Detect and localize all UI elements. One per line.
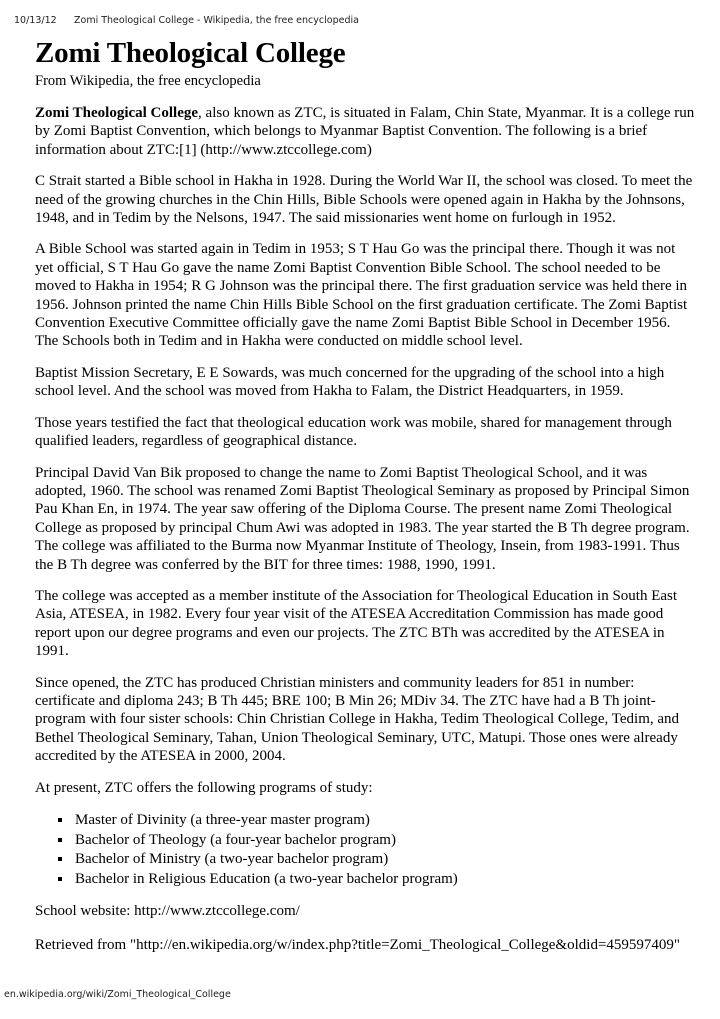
intro-paragraph [35,104,695,159]
school-website-text: School website: http://www.ztccollege.com/ [35,903,300,920]
history-paragraph-2: A Bible School was started again in Tedim in 1953; S T Hau Go was the principal there. Though it was not yet official, S T Hau Go gave the name Zomi Baptist Convention Bible School. The school needed to be moved to Hakha in 1954; R G Johnson was the principal there. The first graduation service was held there in 1956. Johnson printed the name Chin Hills Bible School on the first graduation certificate. The Zomi Baptist Convention Executive Committee officially gave the name Zomi Baptist Bible School in December 1956. The Schools both in Tedim and in Hakha were conducted on middle school level. [35,241,688,350]
programs-list [35,811,695,889]
history-paragraph-4: Those years testified the fact that theological education work was mobile, shared for management through qualified leaders, regardless of geographical distance. [35,414,672,450]
intro-text: , also known as ZTC, is situated in Falam, Chin State, Myanmar. It is a college run by Zomi Baptist Convention, which belongs to Myanmar Baptist Convention. The following is a brief information about ZTC:[1] (http://www.ztccollege.com) [35,105,695,158]
print-footer-url: en.wikipedia.org/wiki/Zomi_Theological_College [4,989,231,1000]
page-title: Zomi Theological College [35,37,346,69]
print-header [14,15,359,26]
intro-bold-name: Zomi Theological College [35,105,199,121]
print-date: 10/13/12 [14,15,57,26]
graduates-paragraph: Since opened, the ZTC has produced Christian ministers and community leaders for 851 in number: certificate and diploma 243; B Th 445; BRE 100; B Min 26; MDiv 34. The ZTC have had a B Th joint-program with four sister schools: Chin Christian College in Hakha, Tedim Theological College, Tedim, and Bethel Theological Seminary, Tahan, Union Theological Seminary, UTC, Matupi. Those ones were already accredited by the ATESEA in 2000, 2004. [35,674,680,765]
list-item: ▪ Master of Divinity (a three-year master program) [73,811,695,831]
history-paragraph-5: Principal David Van Bik proposed to change the name to Zomi Baptist Theological School, and it was adopted, 1960. The school was renamed Zomi Baptist Theological Seminary as proposed by Principal Simon Pau Khan En, in 1974. The year saw offering of the Diploma Course. The present name Zomi Theological College as proposed by principal Chum Awi was adopted in 1983. The year started the B Th degree program. The college was affiliated to the Burma now Myanmar Institute of Theology, Insein, from 1983-1991. Thus the B Th degree was conferred by the BIT for three times: 1988, 1990, 1991. [35,464,690,573]
history-paragraph-3: Baptist Mission Secretary, E E Sowards, was much concerned for the upgrading of the school into a high school level. And the school was moved from Hakha to Falam, the District Headquarters, in 1959. [35,364,665,400]
retrieved-from-text: Retrieved from "http://en.wikipedia.org/w/index.php?title=Zomi_Theological_College&oldid=459597409" [35,936,681,953]
list-item: ▪ Bachelor of Ministry (a two-year bachelor program) [73,850,695,870]
list-item: ▪ Bachelor of Theology (a four-year bachelor program) [73,831,695,851]
page-subtitle: From Wikipedia, the free encyclopedia [35,73,261,89]
list-item: ▪ Bachelor in Religious Education (a two-year bachelor program) [73,870,695,890]
accreditation-paragraph: The college was accepted as a member institute of the Association for Theological Education in South East Asia, ATESEA, in 1982. Every four year visit of the ATESEA Accreditation Commission has made good report upon our degree programs and even our projects. The ZTC BTh was accredited by the ATESEA in 1991. [35,587,678,660]
history-paragraph-1: C Strait started a Bible school in Hakha in 1928. During the World War II, the school was closed. To meet the need of the growing churches in the Chin Hills, Bible Schools were opened again in Hakha by the Johnsons, 1948, and in Tedim by the Nelsons, 1947. The said missionaries went home on furlough in 1952. [35,173,693,227]
programs-intro-paragraph: At present, ZTC offers the following programs of study: [35,779,373,796]
print-page-title: Zomi Theological College - Wikipedia, the free encyclopedia [74,15,359,26]
article-content [35,36,695,954]
